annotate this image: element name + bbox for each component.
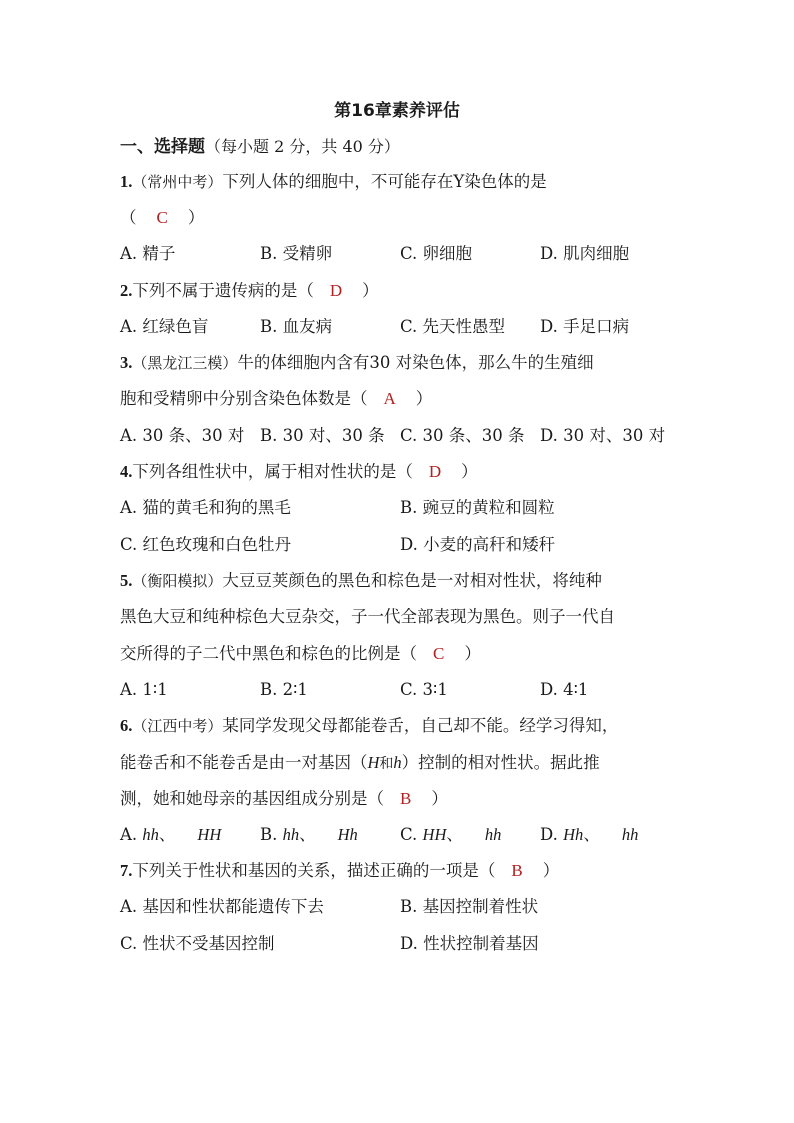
question-number: 6. bbox=[120, 716, 133, 735]
option-a: A. 猫的黄毛和狗的黑毛 bbox=[120, 498, 291, 517]
genotype: hh bbox=[484, 825, 502, 844]
option-a: A. 1∶1 bbox=[120, 680, 168, 699]
answer-paren-close: ） bbox=[362, 281, 379, 300]
separator: 、 bbox=[299, 825, 316, 844]
question-text: 测，她和她母亲的基因组成分别是（ bbox=[120, 789, 384, 808]
question-text: 能卷舌和不能卷舌是由一对基因（ bbox=[120, 753, 368, 772]
option-b: B. 血友病 bbox=[260, 317, 333, 336]
section-heading bbox=[120, 132, 400, 157]
question-number: 7. bbox=[120, 861, 133, 880]
option-c: C. 卵细胞 bbox=[400, 244, 473, 263]
question-text: 和 bbox=[379, 756, 394, 772]
genotype: hh bbox=[621, 825, 639, 844]
answer-mark: B bbox=[400, 789, 412, 808]
question-number: 2. bbox=[120, 281, 133, 300]
option-b: B. 豌豆的黄粒和圆粒 bbox=[400, 498, 555, 517]
separator: 、 bbox=[583, 825, 600, 844]
question-source: （黑龙江三模） bbox=[132, 354, 238, 372]
answer-paren-close: ） bbox=[464, 644, 481, 663]
option-d: D. 小麦的高秆和矮秆 bbox=[400, 535, 556, 554]
question-5-stem-line1 bbox=[120, 569, 602, 593]
option-a: A. 红绿色盲 bbox=[120, 317, 209, 336]
option-d: D. 4∶1 bbox=[540, 680, 589, 699]
answer-mark: D bbox=[428, 462, 442, 481]
answer-paren-close: ） bbox=[542, 861, 560, 880]
question-text: 下列关于性状和基因的关系，描述正确的一项是（ bbox=[132, 861, 496, 880]
genotype: Hh bbox=[563, 825, 584, 844]
question-source: （常州中考） bbox=[132, 173, 223, 191]
answer-paren-open: （ bbox=[120, 208, 137, 227]
option-d: D. 性状控制着基因 bbox=[400, 934, 539, 953]
question-text: 某同学发现父母都能卷舌，自己却不能。经学习得知， bbox=[222, 716, 619, 735]
genotype: hh bbox=[142, 825, 159, 844]
question-text: ）控制的相对性状。据此推 bbox=[401, 753, 600, 772]
option-a: A. 精子 bbox=[120, 244, 176, 263]
option-label: B. bbox=[260, 825, 278, 844]
question-source: （江西中考） bbox=[132, 717, 223, 735]
question-1-answer-line bbox=[120, 206, 204, 230]
question-5-stem-line3 bbox=[120, 642, 481, 666]
genotype: HH bbox=[422, 825, 447, 844]
question-number: 3. bbox=[120, 353, 133, 372]
separator: 、 bbox=[446, 825, 463, 844]
option-d: D. 手足口病 bbox=[540, 317, 630, 336]
question-1-stem bbox=[120, 170, 547, 194]
question-text: 胞和受精卵中分别含染色体数是（ bbox=[120, 389, 368, 408]
answer-mark: D bbox=[329, 281, 343, 300]
separator: 、 bbox=[158, 825, 176, 844]
question-source: （衡阳模拟） bbox=[132, 572, 223, 590]
question-number: 4. bbox=[120, 462, 133, 481]
answer-paren-close: ） bbox=[415, 389, 433, 408]
option-label: A. bbox=[120, 825, 138, 844]
option-d: D. 肌肉细胞 bbox=[540, 244, 630, 263]
section-label: 一、选择题 bbox=[120, 137, 205, 157]
question-6-stem-line2 bbox=[120, 751, 600, 776]
question-text: 下列不属于遗传病的是（ bbox=[132, 281, 314, 300]
gene-symbol: H bbox=[367, 753, 380, 772]
genotype: hh bbox=[282, 825, 300, 844]
option-c: C. 先天性愚型 bbox=[400, 317, 506, 336]
answer-mark: B bbox=[511, 861, 523, 880]
answer-paren-close: ） bbox=[461, 462, 478, 481]
option-c: C. 3∶1 bbox=[400, 680, 448, 699]
option-b bbox=[260, 823, 358, 847]
answer-paren-close: ） bbox=[431, 789, 448, 808]
option-d: D. 30 对、30 对 bbox=[540, 426, 666, 445]
question-text: 下列各组性状中，属于相对性状的是（ bbox=[132, 462, 413, 481]
option-a: A. 基因和性状都能遗传下去 bbox=[120, 897, 324, 916]
page-title: 第16章素养评估 bbox=[334, 101, 460, 121]
question-3-stem-line1 bbox=[120, 351, 594, 375]
question-6-stem-line3 bbox=[120, 787, 448, 811]
question-5-stem-line2: 黑色大豆和纯种棕色大豆杂交，子一代全部表现为黑色。则子一代自 bbox=[120, 607, 615, 626]
answer-mark: A bbox=[383, 389, 396, 408]
question-text: 牛的体细胞内含有30 对染色体，那么牛的生殖细 bbox=[237, 353, 594, 372]
question-3-stem-line2 bbox=[120, 387, 432, 411]
option-label: D. bbox=[540, 825, 558, 844]
question-6-stem-line1 bbox=[120, 714, 618, 738]
option-b: B. 2∶1 bbox=[260, 680, 308, 699]
option-a bbox=[120, 823, 221, 847]
genotype: Hh bbox=[337, 825, 358, 844]
option-d bbox=[540, 823, 638, 847]
answer-mark: C bbox=[433, 644, 445, 663]
question-number: 5. bbox=[120, 571, 133, 590]
question-7-stem bbox=[120, 859, 559, 883]
genotype: HH bbox=[197, 825, 222, 844]
answer-mark: C bbox=[156, 208, 168, 227]
question-4-stem bbox=[120, 460, 478, 484]
question-text: 大豆豆荚颜色的黑色和棕色是一对相对性状，将纯种 bbox=[222, 571, 602, 590]
option-b: B. 30 对、30 条 bbox=[260, 426, 385, 445]
option-b: B. 受精卵 bbox=[260, 244, 333, 263]
option-c bbox=[400, 823, 501, 847]
option-c: C. 30 条、30 条 bbox=[400, 426, 525, 445]
gene-symbol: h bbox=[393, 753, 402, 772]
option-label: C. bbox=[400, 825, 418, 844]
option-a: A. 30 条、30 对 bbox=[120, 426, 245, 445]
question-number: 1. bbox=[120, 172, 133, 191]
question-2-stem bbox=[120, 279, 379, 303]
question-text: 交所得的子二代中黑色和棕色的比例是（ bbox=[120, 644, 417, 663]
question-text: 下列人体的细胞中，不可能存在Y染色体的是 bbox=[222, 172, 547, 191]
section-note: （每小题 2 分，共 40 分） bbox=[205, 137, 400, 156]
answer-paren-close: ） bbox=[187, 208, 205, 227]
option-c: C. 性状不受基因控制 bbox=[120, 934, 275, 953]
option-c: C. 红色玫瑰和白色牡丹 bbox=[120, 535, 292, 554]
option-b: B. 基因控制着性状 bbox=[400, 897, 539, 916]
